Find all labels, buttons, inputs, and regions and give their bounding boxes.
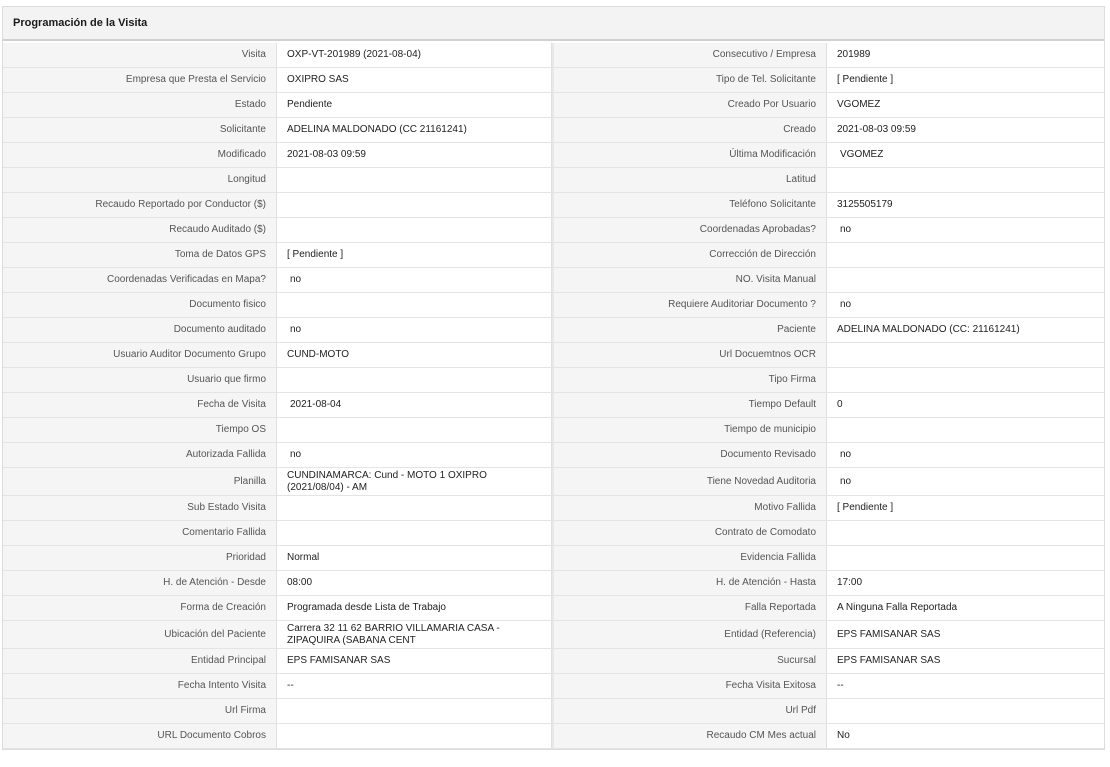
value-latitud [827,168,1104,192]
label-tipo-de-tel-solicitante: Tipo de Tel. Solicitante [552,68,827,92]
label-contrato-de-comodato: Contrato de Comodato [552,521,827,545]
value-sucursal: EPS FAMISANAR SAS [827,649,1104,673]
label-solicitante: Solicitante [3,118,277,142]
value-tipo-de-tel-solicitante: [ Pendiente ] [827,68,1104,92]
value-url-documento-cobros [277,724,552,748]
value-requiere-auditoriar-documento: no [827,293,1104,317]
table-row [3,649,1104,674]
value-fecha-intento-visita: -- [277,674,552,698]
label-usuario-que-firmo: Usuario que firmo [3,368,277,392]
table-row [3,393,1104,418]
label-correccion-de-direccion: Corrección de Dirección [552,243,827,267]
label-tiempo-default: Tiempo Default [552,393,827,417]
table-row [3,93,1104,118]
value-usuario-que-firmo [277,368,552,392]
label-fecha-intento-visita: Fecha Intento Visita [3,674,277,698]
visit-details-table [3,43,1104,749]
table-row [3,293,1104,318]
value-creado: 2021-08-03 09:59 [827,118,1104,142]
table-row [3,118,1104,143]
table-row [3,243,1104,268]
label-recaudo-reportado-por-conductor: Recaudo Reportado por Conductor ($) [3,193,277,217]
label-url-docuemtnos-ocr: Url Docuemtnos OCR [552,343,827,367]
table-row [3,268,1104,293]
label-tiempo-de-municipio: Tiempo de municipio [552,418,827,442]
value-comentario-fallida [277,521,552,545]
label-autorizada-fallida: Autorizada Fallida [3,443,277,467]
table-row [3,468,1104,496]
value-tiempo-de-municipio [827,418,1104,442]
value-recaudo-reportado-por-conductor [277,193,552,217]
value-empresa-que-presta-el-servicio: OXIPRO SAS [277,68,552,92]
table-row [3,343,1104,368]
label-latitud: Latitud [552,168,827,192]
value-forma-de-creacion: Programada desde Lista de Trabajo [277,596,552,620]
table-row [3,724,1104,749]
label-url-firma: Url Firma [3,699,277,723]
value-estado: Pendiente [277,93,552,117]
label-fecha-de-visita: Fecha de Visita [3,393,277,417]
value-fecha-visita-exitosa: -- [827,674,1104,698]
label-sub-estado-visita: Sub Estado Visita [3,496,277,520]
label-motivo-fallida: Motivo Fallida [552,496,827,520]
value-tiempo-os [277,418,552,442]
value-url-pdf [827,699,1104,723]
table-row [3,521,1104,546]
table-row [3,443,1104,468]
table-row [3,193,1104,218]
value-entidad-referencia: EPS FAMISANAR SAS [827,621,1104,648]
value-h-de-atencion-desde: 08:00 [277,571,552,595]
label-planilla: Planilla [3,468,277,495]
label-entidad-referencia: Entidad (Referencia) [552,621,827,648]
label-modificado: Modificado [3,143,277,167]
value-prioridad: Normal [277,546,552,570]
value-contrato-de-comodato [827,521,1104,545]
value-evidencia-fallida [827,546,1104,570]
value-visita: OXP-VT-201989 (2021-08-04) [277,43,552,67]
value-tiempo-default: 0 [827,393,1104,417]
label-url-pdf: Url Pdf [552,699,827,723]
label-documento-auditado: Documento auditado [3,318,277,342]
label-longitud: Longitud [3,168,277,192]
value-consecutivo-empresa: 201989 [827,43,1104,67]
label-coordenadas-verificadas-en-mapa: Coordenadas Verificadas en Mapa? [3,268,277,292]
table-row [3,368,1104,393]
table-row [3,418,1104,443]
value-entidad-principal: EPS FAMISANAR SAS [277,649,552,673]
table-row [3,699,1104,724]
value-falla-reportada: A Ninguna Falla Reportada [827,596,1104,620]
value-coordenadas-aprobadas: no [827,218,1104,242]
label-visita: Visita [3,43,277,67]
label-creado: Creado [552,118,827,142]
label-comentario-fallida: Comentario Fallida [3,521,277,545]
label-toma-de-datos-gps: Toma de Datos GPS [3,243,277,267]
table-row [3,218,1104,243]
value-coordenadas-verificadas-en-mapa: no [277,268,552,292]
value-recaudo-auditado [277,218,552,242]
label-forma-de-creacion: Forma de Creación [3,596,277,620]
label-h-de-atencion-hasta: H. de Atención - Hasta [552,571,827,595]
label-evidencia-fallida: Evidencia Fallida [552,546,827,570]
table-row [3,621,1104,649]
table-row [3,571,1104,596]
value-motivo-fallida: [ Pendiente ] [827,496,1104,520]
label-recaudo-auditado: Recaudo Auditado ($) [3,218,277,242]
value-h-de-atencion-hasta: 17:00 [827,571,1104,595]
label-creado-por-usuario: Creado Por Usuario [552,93,827,117]
table-row [3,168,1104,193]
value-telefono-solicitante: 3125505179 [827,193,1104,217]
label-documento-revisado: Documento Revisado [552,443,827,467]
label-recaudo-cm-mes-actual: Recaudo CM Mes actual [552,724,827,748]
value-sub-estado-visita [277,496,552,520]
label-entidad-principal: Entidad Principal [3,649,277,673]
label-no-visita-manual: NO. Visita Manual [552,268,827,292]
label-paciente: Paciente [552,318,827,342]
value-ultima-modificacion: VGOMEZ [827,143,1104,167]
label-consecutivo-empresa: Consecutivo / Empresa [552,43,827,67]
table-row [3,143,1104,168]
label-fecha-visita-exitosa: Fecha Visita Exitosa [552,674,827,698]
label-estado: Estado [3,93,277,117]
label-prioridad: Prioridad [3,546,277,570]
table-row [3,674,1104,699]
label-ultima-modificacion: Última Modificación [552,143,827,167]
value-tipo-firma [827,368,1104,392]
value-planilla: CUNDINAMARCA: Cund - MOTO 1 OXIPRO (2021/08/04) - AM [277,468,552,495]
value-toma-de-datos-gps: [ Pendiente ] [277,243,552,267]
value-paciente: ADELINA MALDONADO (CC: 21161241) [827,318,1104,342]
value-modificado: 2021-08-03 09:59 [277,143,552,167]
value-url-firma [277,699,552,723]
table-row [3,318,1104,343]
value-autorizada-fallida: no [277,443,552,467]
value-solicitante: ADELINA MALDONADO (CC 21161241) [277,118,552,142]
label-sucursal: Sucursal [552,649,827,673]
value-tiene-novedad-auditoria: no [827,468,1104,495]
label-requiere-auditoriar-documento: Requiere Auditoriar Documento ? [552,293,827,317]
label-h-de-atencion-desde: H. de Atención - Desde [3,571,277,595]
label-tiene-novedad-auditoria: Tiene Novedad Auditoria [552,468,827,495]
label-documento-fisico: Documento fisico [3,293,277,317]
value-url-docuemtnos-ocr [827,343,1104,367]
table-row [3,68,1104,93]
table-row [3,546,1104,571]
label-telefono-solicitante: Teléfono Solicitante [552,193,827,217]
value-documento-fisico [277,293,552,317]
label-usuario-auditor-documento-grupo: Usuario Auditor Documento Grupo [3,343,277,367]
value-correccion-de-direccion [827,243,1104,267]
value-recaudo-cm-mes-actual: No [827,724,1104,748]
label-ubicacion-del-paciente: Ubicación del Paciente [3,621,277,648]
value-documento-auditado: no [277,318,552,342]
value-fecha-de-visita: 2021-08-04 [277,393,552,417]
label-tiempo-os: Tiempo OS [3,418,277,442]
visit-schedule-panel [2,6,1105,750]
panel-title: Programación de la Visita [3,7,1104,41]
value-no-visita-manual [827,268,1104,292]
table-row [3,596,1104,621]
table-row [3,43,1104,68]
label-empresa-que-presta-el-servicio: Empresa que Presta el Servicio [3,68,277,92]
label-coordenadas-aprobadas: Coordenadas Aprobadas? [552,218,827,242]
label-falla-reportada: Falla Reportada [552,596,827,620]
value-longitud [277,168,552,192]
value-usuario-auditor-documento-grupo: CUND-MOTO [277,343,552,367]
value-creado-por-usuario: VGOMEZ [827,93,1104,117]
label-url-documento-cobros: URL Documento Cobros [3,724,277,748]
table-row [3,496,1104,521]
value-documento-revisado: no [827,443,1104,467]
value-ubicacion-del-paciente: Carrera 32 11 62 BARRIO VILLAMARIA CASA - ZIPAQUIRA (SABANA CENT [277,621,552,648]
label-tipo-firma: Tipo Firma [552,368,827,392]
